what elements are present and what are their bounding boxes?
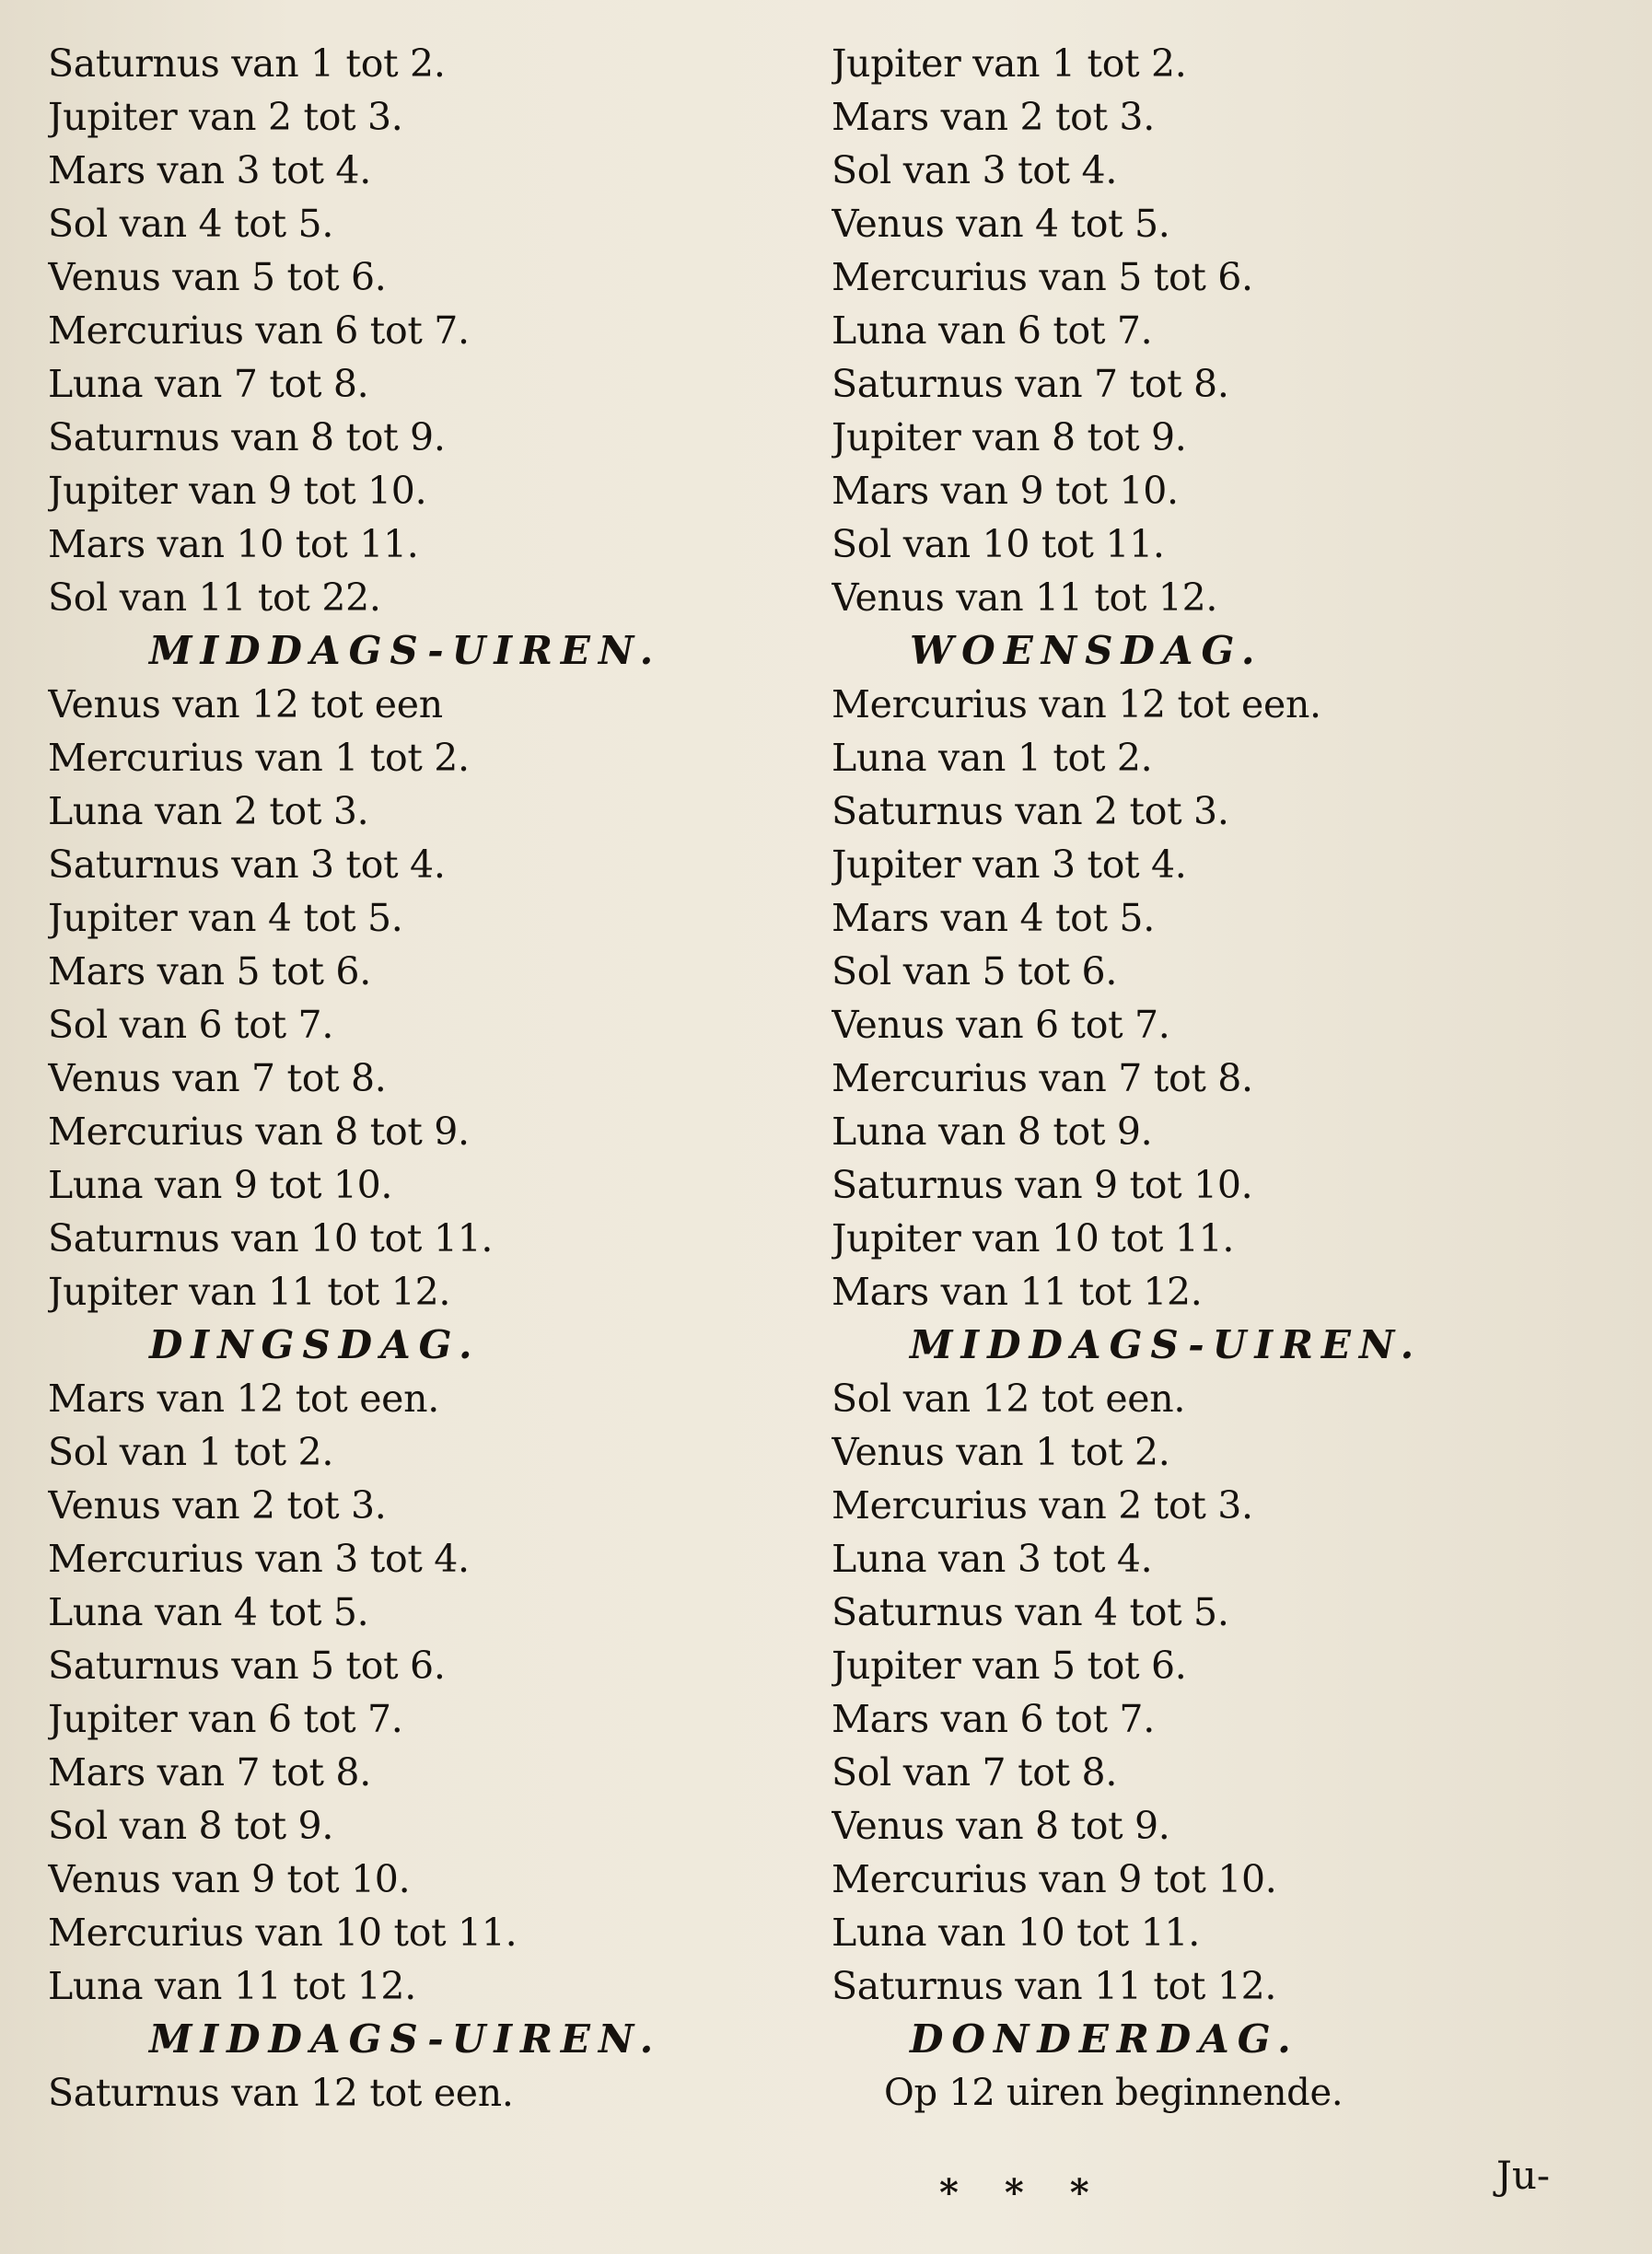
hour-entry: Luna van 6 tot 7. [832,308,1153,353]
hour-entry: Sol van 7 tot 8. [832,1750,1118,1795]
hour-entry: Mars van 9 tot 10. [832,469,1179,513]
hour-entry: Mars van 10 tot 11. [48,522,419,566]
hour-entry: Saturnus van 9 tot 10. [832,1163,1253,1207]
hour-entry: Saturnus van 5 tot 6. [48,1644,446,1688]
hour-entry: Jupiter van 4 tot 5. [48,896,403,940]
hour-entry: Luna van 7 tot 8. [48,362,369,406]
hour-entry: Saturnus van 11 tot 12. [832,1964,1277,2008]
hour-entry: Mercurius van 12 tot een. [832,682,1321,726]
hour-entry: Sol van 1 tot 2. [48,1430,334,1474]
hour-entry: Venus van 8 tot 9. [832,1804,1170,1848]
hour-entry: Mercurius van 1 tot 2. [48,736,470,780]
hour-entry: Sol van 12 tot een. [832,1377,1186,1421]
hour-entry: Saturnus van 10 tot 11. [48,1216,494,1261]
hour-entry: Saturnus van 2 tot 3. [832,789,1229,833]
hour-entry: Jupiter van 6 tot 7. [48,1697,403,1741]
hour-entry: Venus van 12 tot een [48,682,443,726]
hour-entry: Saturnus van 7 tot 8. [832,362,1229,406]
hour-entry: Luna van 8 tot 9. [832,1110,1153,1154]
hour-entry: Saturnus van 8 tot 9. [48,415,446,459]
hour-entry: Jupiter van 2 tot 3. [48,95,403,139]
hour-entry: Saturnus van 4 tot 5. [832,1590,1229,1634]
hour-entry: Jupiter van 10 tot 11. [832,1216,1235,1261]
hour-entry: Jupiter van 11 tot 12. [48,1270,451,1314]
section-heading: MIDDAGS-UIREN. [149,628,662,673]
hour-entry: Mercurius van 3 tot 4. [48,1537,470,1581]
hour-entry: Mercurius van 5 tot 6. [832,255,1253,299]
section-heading: DONDERDAG. [910,2016,1299,2062]
hour-entry: Mars van 2 tot 3. [832,95,1155,139]
hour-entry: Venus van 9 tot 10. [48,1857,411,1901]
hour-entry: Mercurius van 2 tot 3. [832,1483,1253,1528]
hour-entry: Venus van 5 tot 6. [48,255,387,299]
hour-entry: Venus van 7 tot 8. [48,1056,387,1100]
hour-entry: Mercurius van 6 tot 7. [48,308,470,353]
hour-entry: Op 12 uiren beginnende. [884,2072,1344,2114]
hour-entry: Luna van 10 tot 11. [832,1911,1200,1955]
hour-entry: Sol van 4 tot 5. [48,202,334,246]
hour-entry: Sol van 6 tot 7. [48,1003,334,1047]
catchword: Ju- [1496,2153,1551,2198]
hour-entry: Sol van 8 tot 9. [48,1804,334,1848]
hour-entry: Venus van 2 tot 3. [48,1483,387,1528]
hour-entry: Saturnus van 3 tot 4. [48,842,446,887]
hour-entry: Mars van 11 tot 12. [832,1270,1203,1314]
section-heading: WOENSDAG. [910,628,1263,673]
hour-entry: Sol van 11 tot 22. [48,575,381,620]
hour-entry: Jupiter van 5 tot 6. [832,1644,1187,1688]
hour-entry: Mercurius van 9 tot 10. [832,1857,1277,1901]
hour-entry: Mars van 7 tot 8. [48,1750,371,1795]
hour-entry: Luna van 1 tot 2. [832,736,1153,780]
hour-entry: Sol van 10 tot 11. [832,522,1165,566]
hour-entry: Mars van 5 tot 6. [48,949,371,993]
hour-entry: Saturnus van 1 tot 2. [48,41,446,86]
hour-entry: Venus van 11 tot 12. [832,575,1218,620]
hour-entry: Jupiter van 3 tot 4. [832,842,1187,887]
hour-entry: Luna van 4 tot 5. [48,1590,369,1634]
hour-entry: Venus van 1 tot 2. [832,1430,1170,1474]
hour-entry: Saturnus van 12 tot een. [48,2071,514,2115]
signature-mark: * * * [939,2171,1106,2214]
hour-entry: Mars van 3 tot 4. [48,148,371,192]
section-heading: DINGSDAG. [149,1322,481,1367]
right-column [832,37,1623,2120]
hour-entry: Mars van 12 tot een. [48,1377,439,1421]
hour-entry: Sol van 3 tot 4. [832,148,1118,192]
hour-entry: Luna van 9 tot 10. [48,1163,393,1207]
hour-entry: Luna van 2 tot 3. [48,789,369,833]
hour-entry: Luna van 3 tot 4. [832,1537,1153,1581]
hour-entry: Mars van 4 tot 5. [832,896,1155,940]
hour-entry: Mercurius van 8 tot 9. [48,1110,470,1154]
hour-entry: Sol van 5 tot 6. [832,949,1118,993]
hour-entry: Jupiter van 8 tot 9. [832,415,1187,459]
hour-entry: Mercurius van 10 tot 11. [48,1911,518,1955]
hour-entry: Mercurius van 7 tot 8. [832,1056,1253,1100]
section-heading: MIDDAGS-UIREN. [910,1322,1423,1367]
hour-entry: Mars van 6 tot 7. [832,1697,1155,1741]
hour-entry: Jupiter van 1 tot 2. [832,41,1187,86]
left-column [48,37,812,2120]
hour-entry: Venus van 4 tot 5. [832,202,1170,246]
section-heading: MIDDAGS-UIREN. [149,2016,662,2062]
hour-entry: Venus van 6 tot 7. [832,1003,1170,1047]
hour-entry: Luna van 11 tot 12. [48,1964,416,2008]
hour-entry: Jupiter van 9 tot 10. [48,469,427,513]
